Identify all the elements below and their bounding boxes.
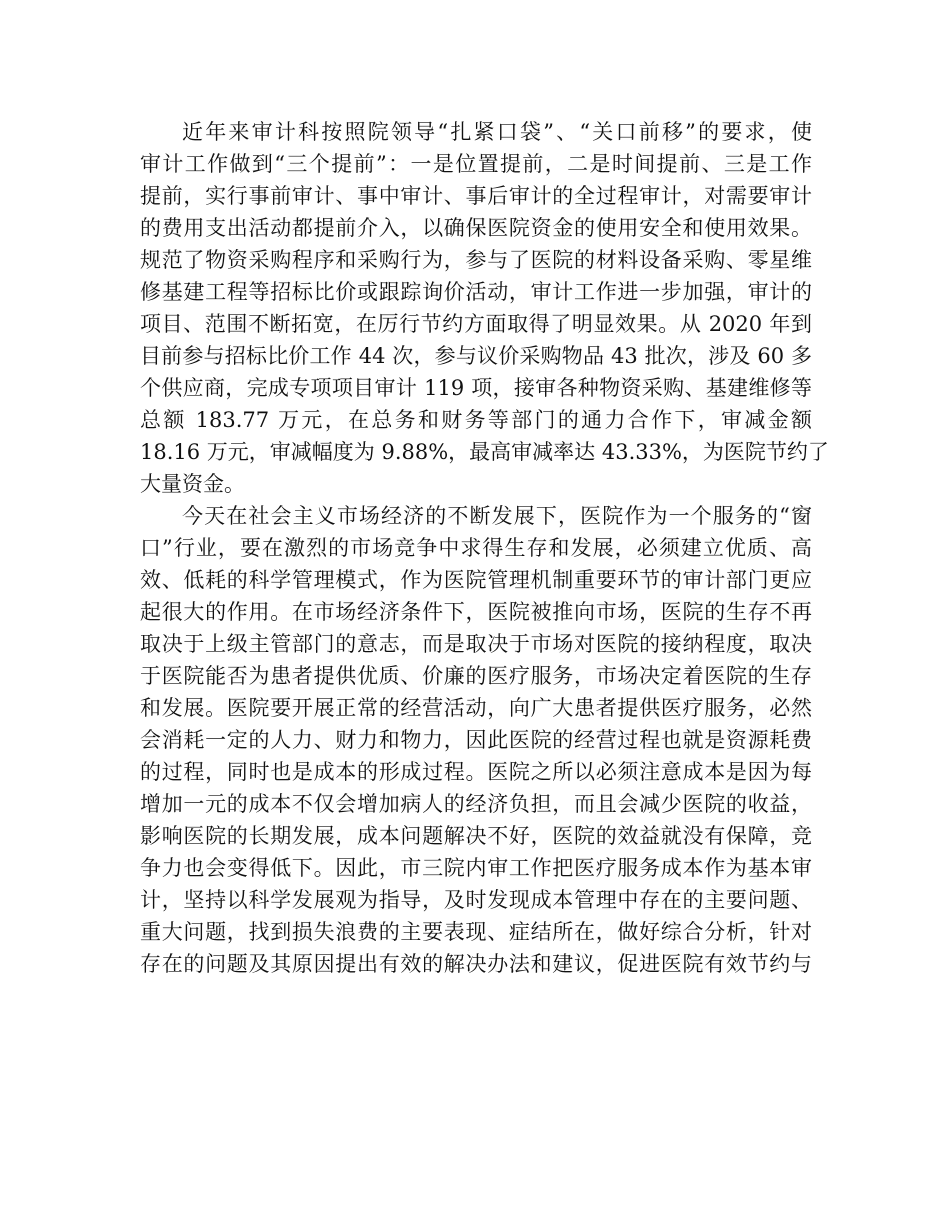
paragraph-line: 会消耗一定的人力、财力和物力，因此医院的经营过程也就是资源耗费 (140, 728, 812, 752)
paragraph-line: 起很大的作用。在市场经济条件下，医院被推向市场，医院的生存不再 (140, 600, 812, 624)
paragraph-line: 修基建工程等招标比价或跟踪询价活动，审计工作进一步加强，审计的 (140, 280, 812, 304)
paragraph-line: 规范了物资采购程序和采购行为，参与了医院的材料设备采购、零星维 (140, 248, 812, 272)
paragraph-line: 近年来审计科按照院领导“扎紧口袋”、“关口前移”的要求，使 (182, 120, 812, 144)
paragraph-line: 影响医院的长期发展，成本问题解决不好，医院的效益就没有保障，竞 (140, 824, 812, 848)
paragraph-line: 提前，实行事前审计、事中审计、事后审计的全过程审计，对需要审计 (140, 184, 812, 208)
paragraph-line: 和发展。医院要开展正常的经营活动，向广大患者提供医疗服务，必然 (140, 696, 812, 720)
paragraph-1 (140, 116, 829, 500)
paragraph-line: 项目、范围不断拓宽，在厉行节约方面取得了明显效果。从 2020 年到 (140, 312, 812, 336)
paragraph-line: 计，坚持以科学发展观为指导，及时发现成本管理中存在的主要问题、 (140, 888, 812, 912)
paragraph-line: 个供应商，完成专项项目审计 119 项，接审各种物资采购、基建维修等 (140, 376, 812, 400)
paragraph-line: 于医院能否为患者提供优质、价廉的医疗服务，市场决定着医院的生存 (140, 664, 812, 688)
paragraph-line: 存在的问题及其原因提出有效的解决办法和建议，促进医院有效节约与 (140, 952, 812, 976)
paragraph-line: 争力也会变得低下。因此，市三院内审工作把医疗服务成本作为基本审 (140, 856, 812, 880)
paragraph-line: 18.16 万元，审减幅度为 9.88%，最高审减率达 43.33%，为医院节约了 (140, 440, 829, 464)
paragraph-line: 审计工作做到“三个提前”：一是位置提前，二是时间提前、三是工作 (140, 152, 812, 176)
paragraph-line: 大量资金。 (140, 472, 245, 496)
paragraph-line: 今天在社会主义市场经济的不断发展下，医院作为一个服务的“窗 (182, 504, 812, 528)
paragraph-line: 重大问题，找到损失浪费的主要表现、症结所在，做好综合分析，针对 (140, 920, 812, 944)
paragraph-line: 的过程，同时也是成本的形成过程。医院之所以必须注意成本是因为每 (140, 760, 812, 784)
paragraph-line: 目前参与招标比价工作 44 次，参与议价采购物品 43 批次，涉及 60 多 (140, 344, 812, 368)
paragraph-line: 口”行业，要在激烈的市场竞争中求得生存和发展，必须建立优质、高 (140, 536, 812, 560)
paragraph-line: 增加一元的成本不仅会增加病人的经济负担，而且会减少医院的收益， (140, 792, 812, 816)
paragraph-line: 的费用支出活动都提前介入，以确保医院资金的使用安全和使用效果。 (140, 216, 812, 240)
paragraph-line: 取决于上级主管部门的意志，而是取决于市场对医院的接纳程度，取决 (140, 632, 812, 656)
paragraph-2 (140, 500, 812, 980)
paragraph-line: 效、低耗的科学管理模式，作为医院管理机制重要环节的审计部门更应 (140, 568, 812, 592)
paragraph-line: 总额 183.77 万元，在总务和财务等部门的通力合作下，审减金额 (140, 408, 812, 432)
